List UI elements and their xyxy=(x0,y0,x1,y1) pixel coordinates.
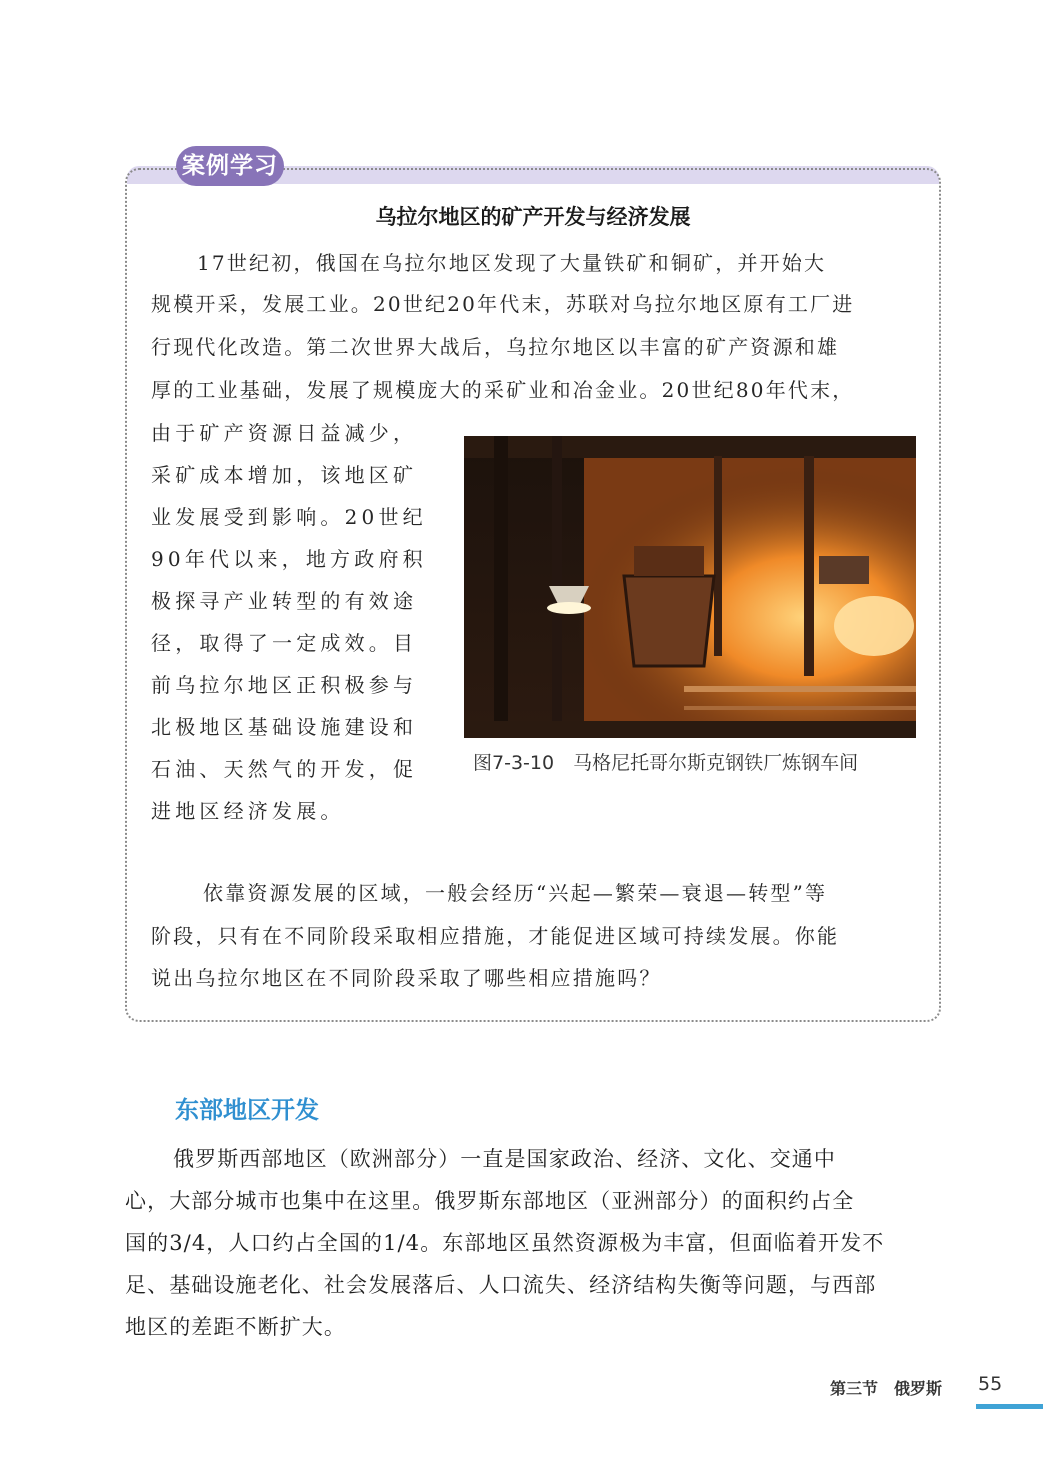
case-text-line: 径，取得了一定成效。目 xyxy=(151,631,418,655)
body-text-line: 足、基础设施老化、社会发展落后、人口流失、经济结构失衡等问题，与西部 xyxy=(125,1273,877,1297)
steel-plant-photo xyxy=(464,436,916,738)
case-text-line: 前乌拉尔地区正积极参与 xyxy=(151,673,418,697)
case-text-line: 北极地区基础设施建设和 xyxy=(151,715,418,739)
case-text-line: 石油、天然气的开发，促 xyxy=(151,757,418,781)
case-text-line: 极探寻产业转型的有效途 xyxy=(151,589,418,613)
case-text-line: 由于矿产资源日益减少， xyxy=(151,421,418,445)
section-heading: 东部地区开发 xyxy=(175,1096,319,1124)
figure-caption: 图7-3-10 马格尼托哥尔斯克钢铁厂炼钢车间 xyxy=(473,752,859,774)
question-line: 依靠资源发展的区域，一般会经历“兴起—繁荣—衰退—转型”等 xyxy=(203,881,828,905)
case-study-title: 乌拉尔地区的矿产开发与经济发展 xyxy=(375,205,691,229)
question-line: 说出乌拉尔地区在不同阶段采取了哪些相应措施吗？ xyxy=(151,966,662,990)
question-line: 阶段，只有在不同阶段采取相应措施，才能促进区域可持续发展。你能 xyxy=(151,924,840,948)
footer-accent-bar xyxy=(976,1404,1043,1409)
case-text-line: 业发展受到影响。20世纪 xyxy=(151,505,427,529)
page-number: 55 xyxy=(978,1373,1003,1395)
case-text-line: 规模开采，发展工业。20世纪20年代末，苏联对乌拉尔地区原有工厂进 xyxy=(151,292,855,316)
case-text-line: 17世纪初，俄国在乌拉尔地区发现了大量铁矿和铜矿，并开始大 xyxy=(197,251,827,275)
case-text-line: 采矿成本增加，该地区矿 xyxy=(151,463,418,487)
case-study-tag: 案例学习 xyxy=(176,146,284,186)
case-text-line: 厚的工业基础，发展了规模庞大的采矿业和冶金业。20世纪80年代末， xyxy=(151,378,855,402)
body-text-line: 俄罗斯西部地区（欧洲部分）一直是国家政治、经济、文化、交通中 xyxy=(173,1147,836,1171)
footer-section-label: 第三节 俄罗斯 xyxy=(830,1379,943,1398)
case-text-line: 进地区经济发展。 xyxy=(151,799,345,823)
case-text-line: 行现代化改造。第二次世界大战后，乌拉尔地区以丰富的矿产资源和雄 xyxy=(151,335,840,359)
body-text-line: 地区的差距不断扩大。 xyxy=(125,1315,346,1339)
body-text-line: 心，大部分城市也集中在这里。俄罗斯东部地区（亚洲部分）的面积约占全 xyxy=(125,1189,855,1213)
case-text-line: 90年代以来，地方政府积 xyxy=(151,547,427,571)
body-text-line: 国的3/4，人口约占全国的1/4。东部地区虽然资源极为丰富，但面临着开发不 xyxy=(125,1231,885,1255)
